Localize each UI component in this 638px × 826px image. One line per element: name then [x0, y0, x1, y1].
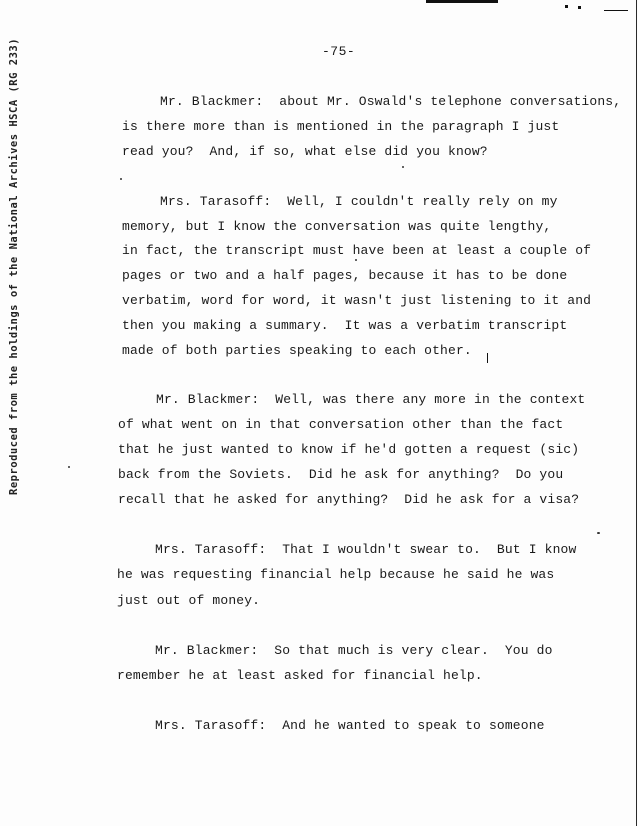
transcript-line: back from the Soviets. Did he ask for anything? Do you: [118, 467, 564, 482]
transcript-line: Mr. Blackmer: So that much is very clear. You do: [155, 643, 553, 658]
transcript-line: read you? And, if so, what else did you know?: [122, 144, 488, 159]
transcript-line: Mrs. Tarasoff: That I wouldn't swear to. But I know: [155, 542, 577, 557]
transcript-line: he was requesting financial help because he said he was: [117, 567, 555, 582]
scan-speck: [597, 532, 600, 534]
scan-speck: [355, 259, 357, 261]
transcript-line: Mrs. Tarasoff: Well, I couldn't really rely on my: [160, 194, 558, 209]
scan-artifact-top-right: [604, 10, 628, 11]
scan-speck: [68, 466, 70, 468]
transcript-line: pages or two and a half pages, because it has to be done: [122, 268, 568, 283]
transcript-line: verbatim, word for word, it wasn't just listening to it and: [122, 293, 592, 308]
transcript-line: recall that he asked for anything? Did he ask for a visa?: [118, 492, 580, 507]
transcript-line: is there more than is mentioned in the paragraph I just: [122, 119, 560, 134]
transcript-line: just out of money.: [117, 593, 261, 608]
transcript-line: Mr. Blackmer: Well, was there any more in the context: [156, 392, 586, 407]
transcript-line: of what went on in that conversation other than the fact: [118, 417, 564, 432]
archive-margin-note: Reproduced from the holdings of the National Archives HSCA (RG 233): [8, 37, 20, 495]
transcript-line: in fact, the transcript must have been at least a couple of: [122, 243, 592, 258]
scan-speck: [402, 166, 404, 168]
scan-artifact-dot: [578, 6, 581, 9]
scan-speck: [120, 178, 122, 180]
page-edge: [636, 0, 637, 826]
scan-speck: [487, 353, 488, 363]
transcript-line: remember he at least asked for financial help.: [117, 668, 483, 683]
page-number: -75-: [322, 44, 356, 59]
scan-artifact-top: [426, 0, 498, 3]
transcript-line: Mr. Blackmer: about Mr. Oswald's telephone conversations,: [160, 94, 622, 109]
transcript-line: then you making a summary. It was a verbatim transcript: [122, 318, 568, 333]
transcript-line: made of both parties speaking to each other.: [122, 343, 472, 358]
scan-artifact-dot: [565, 5, 568, 8]
transcript-line: that he just wanted to know if he'd gotten a request (sic): [118, 442, 580, 457]
transcript-line: Mrs. Tarasoff: And he wanted to speak to someone: [155, 718, 545, 733]
transcript-line: memory, but I know the conversation was quite lengthy,: [122, 219, 552, 234]
